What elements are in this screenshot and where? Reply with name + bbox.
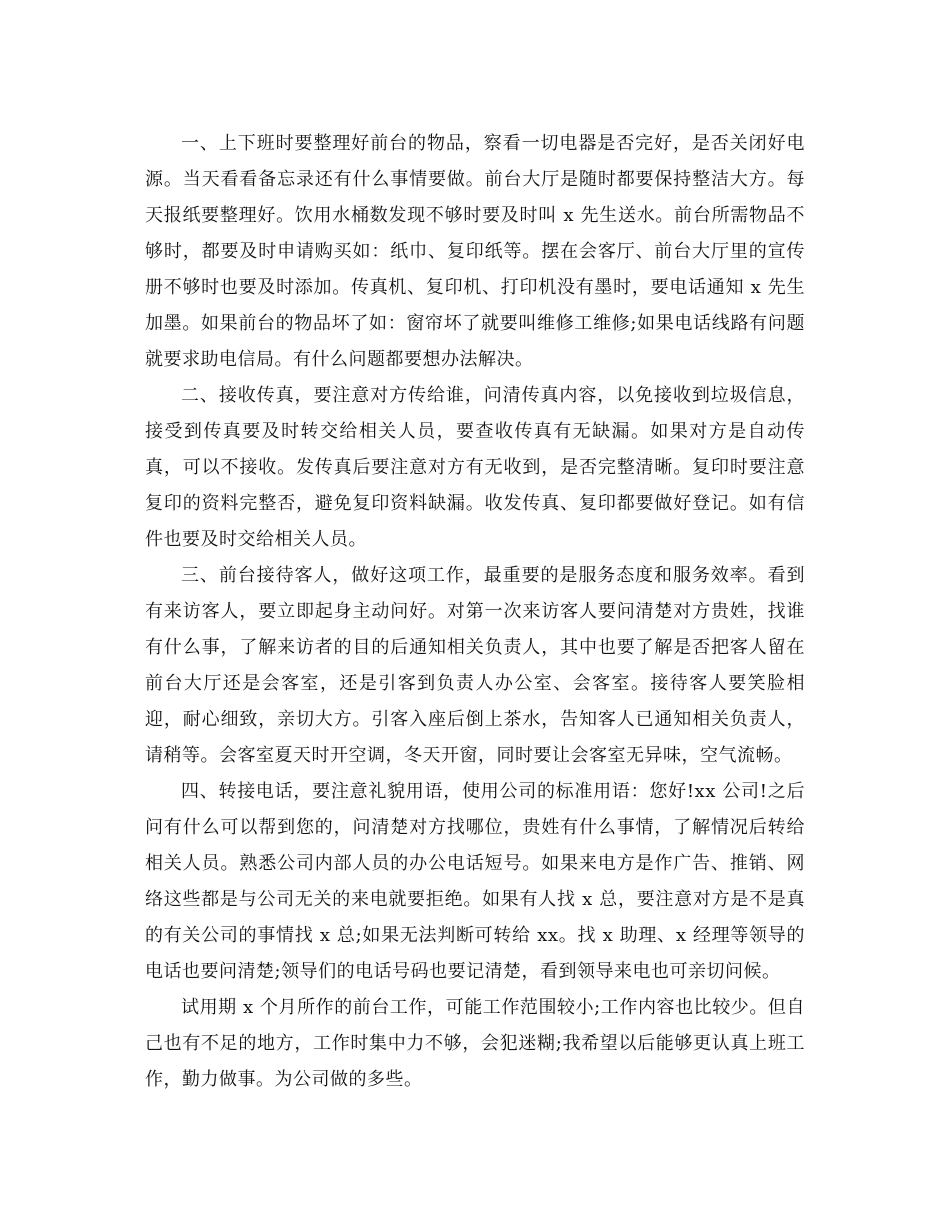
- paragraph-daily-duties: 一、上下班时要整理好前台的物品，察看一切电器是否完好，是否关闭好电源。当天看看备忘录还有什么事情要做。前台大厅是随时都要保持整洁大方。每天报纸要整理好。饮用水桶数发现不够时要及时叫 x 先生送水。前台所需物品不够时，都要及时申请购买如：纸巾、复印纸等。摆在会客厅、前台大厅里的宣传册不够时也要及时添加。传真机、复印机、打印机没有墨时，要电话通知 x 先生加墨。如果前台的物品坏了如：窗帘坏了就要叫维修工维修;如果电话线路有问题就要求助电信局。有什么问题都要想办法解决。: [145, 133, 805, 370]
- paragraph-fax-handling: 二、接收传真，要注意对方传给谁，问清传真内容，以免接收到垃圾信息，接受到传真要及时转交给相关人员，要查收传真有无缺漏。如果对方是自动传真，可以不接收。发传真后要注意对方有无收到，是否完整清晰。复印时要注意复印的资料完整否，避免复印资料缺漏。收发传真、复印都要做好登记。如有信件也要及时交给相关人员。: [145, 385, 805, 550]
- paragraph-phone-transfer: 四、转接电话，要注意礼貌用语，使用公司的标准用语：您好!xx 公司!之后问有什么可以帮到您的，问清楚对方找哪位，贵姓有什么事情，了解情况后转给相关人员。熟悉公司内部人员的办公电话短号。如果来电方是作广告、推销、网络这些都是与公司无关的来电就要拒绝。如果有人找 x 总，要注意对方是不是真的有关公司的事情找 x 总;如果无法判断可转给 xx。找 x 助理、x 经理等领导的电话也要问清楚;领导们的电话号码也要记清楚，看到领导来电也可亲切问候。: [145, 781, 805, 982]
- document-body: [145, 126, 805, 1098]
- paragraph-reception: 三、前台接待客人，做好这项工作，最重要的是服务态度和服务效率。看到有来访客人，要立即起身主动问好。对第一次来访客人要问清楚对方贵姓，找谁有什么事，了解来访者的目的后通知相关负责人，其中也要了解是否把客人留在前台大厅还是会客室，还是引客到负责人办公室、会客室。接待客人要笑脸相迎，耐心细致，亲切大方。引客入座后倒上茶水，告知客人已通知相关负责人，请稍等。会客室夏天时开空调，冬天开窗，同时要让会客室无异味，空气流畅。: [145, 565, 805, 766]
- paragraph-summary: 试用期 x 个月所作的前台工作，可能工作范围较小;工作内容也比较少。但自己也有不足的地方，工作时集中力不够，会犯迷糊;我希望以后能够更认真上班工作，勤力做事。为公司做的多些。: [145, 997, 805, 1090]
